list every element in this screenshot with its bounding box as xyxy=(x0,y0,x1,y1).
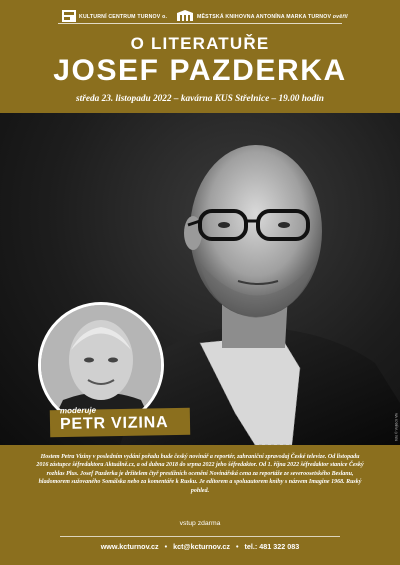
event-title: JOSEF PAZDERKA xyxy=(53,54,347,87)
footer-divider xyxy=(60,536,340,537)
kc-turnov-logo-icon xyxy=(62,10,76,22)
library-logo-icon xyxy=(176,10,194,22)
organizer-line xyxy=(0,9,400,23)
entry-note: vstup zdarma xyxy=(179,520,221,527)
organizer-2-suffix: ověřil xyxy=(332,14,348,20)
organizer-2 xyxy=(197,14,348,20)
event-description: Hostem Petra Viziny v posledním vydání pořadu bude český novinář a reportér, zahraniční zpravodaj České televize. Od listopadu 2016 zástupce šéfredaktora Aktuálně.cz, a od dubna 2018 do srpna 2022 jeho šéfredaktor. Od 1. října 2022 šéfredaktor stanice Český rozhlas Plus. Josef Pazderka je držitelem čtyř prestižních ocenění Novinářská cena za reportáže ze severoosetského Beslanu, hladomorem sužovaného Somálska nebo za komentáře k Rusku. Je editorem a spoluautorem knihy s názvem Imagine 1968. Ruský pohled. xyxy=(36,454,364,494)
phone-number: tel.: 481 322 083 xyxy=(244,542,300,551)
website-link[interactable]: www.kcturnov.cz xyxy=(100,542,159,551)
separator-dot: • xyxy=(235,542,239,551)
separator-dot: • xyxy=(164,542,168,551)
organizer-2-name: MĚSTSKÁ KNIHOVNA ANTONÍNA MARKA TURNOV xyxy=(197,14,332,20)
header-divider xyxy=(58,23,342,24)
email-link[interactable]: kct@kcturnov.cz xyxy=(173,542,230,551)
organizer-1: KULTURNÍ CENTRUM TURNOV o. xyxy=(79,14,168,20)
contact-line xyxy=(0,542,400,551)
moderator-label: moderuje xyxy=(59,405,97,416)
event-date-venue: středa 23. listopadu 2022 – kavárna KUS Střelnice – 19.00 hodin xyxy=(76,94,324,104)
photo-credit: foto © Vojtěch Vlk xyxy=(395,413,399,441)
moderator-name: PETR VIZINA xyxy=(59,414,169,433)
event-subtitle: O LITERATUŘE xyxy=(130,34,270,53)
